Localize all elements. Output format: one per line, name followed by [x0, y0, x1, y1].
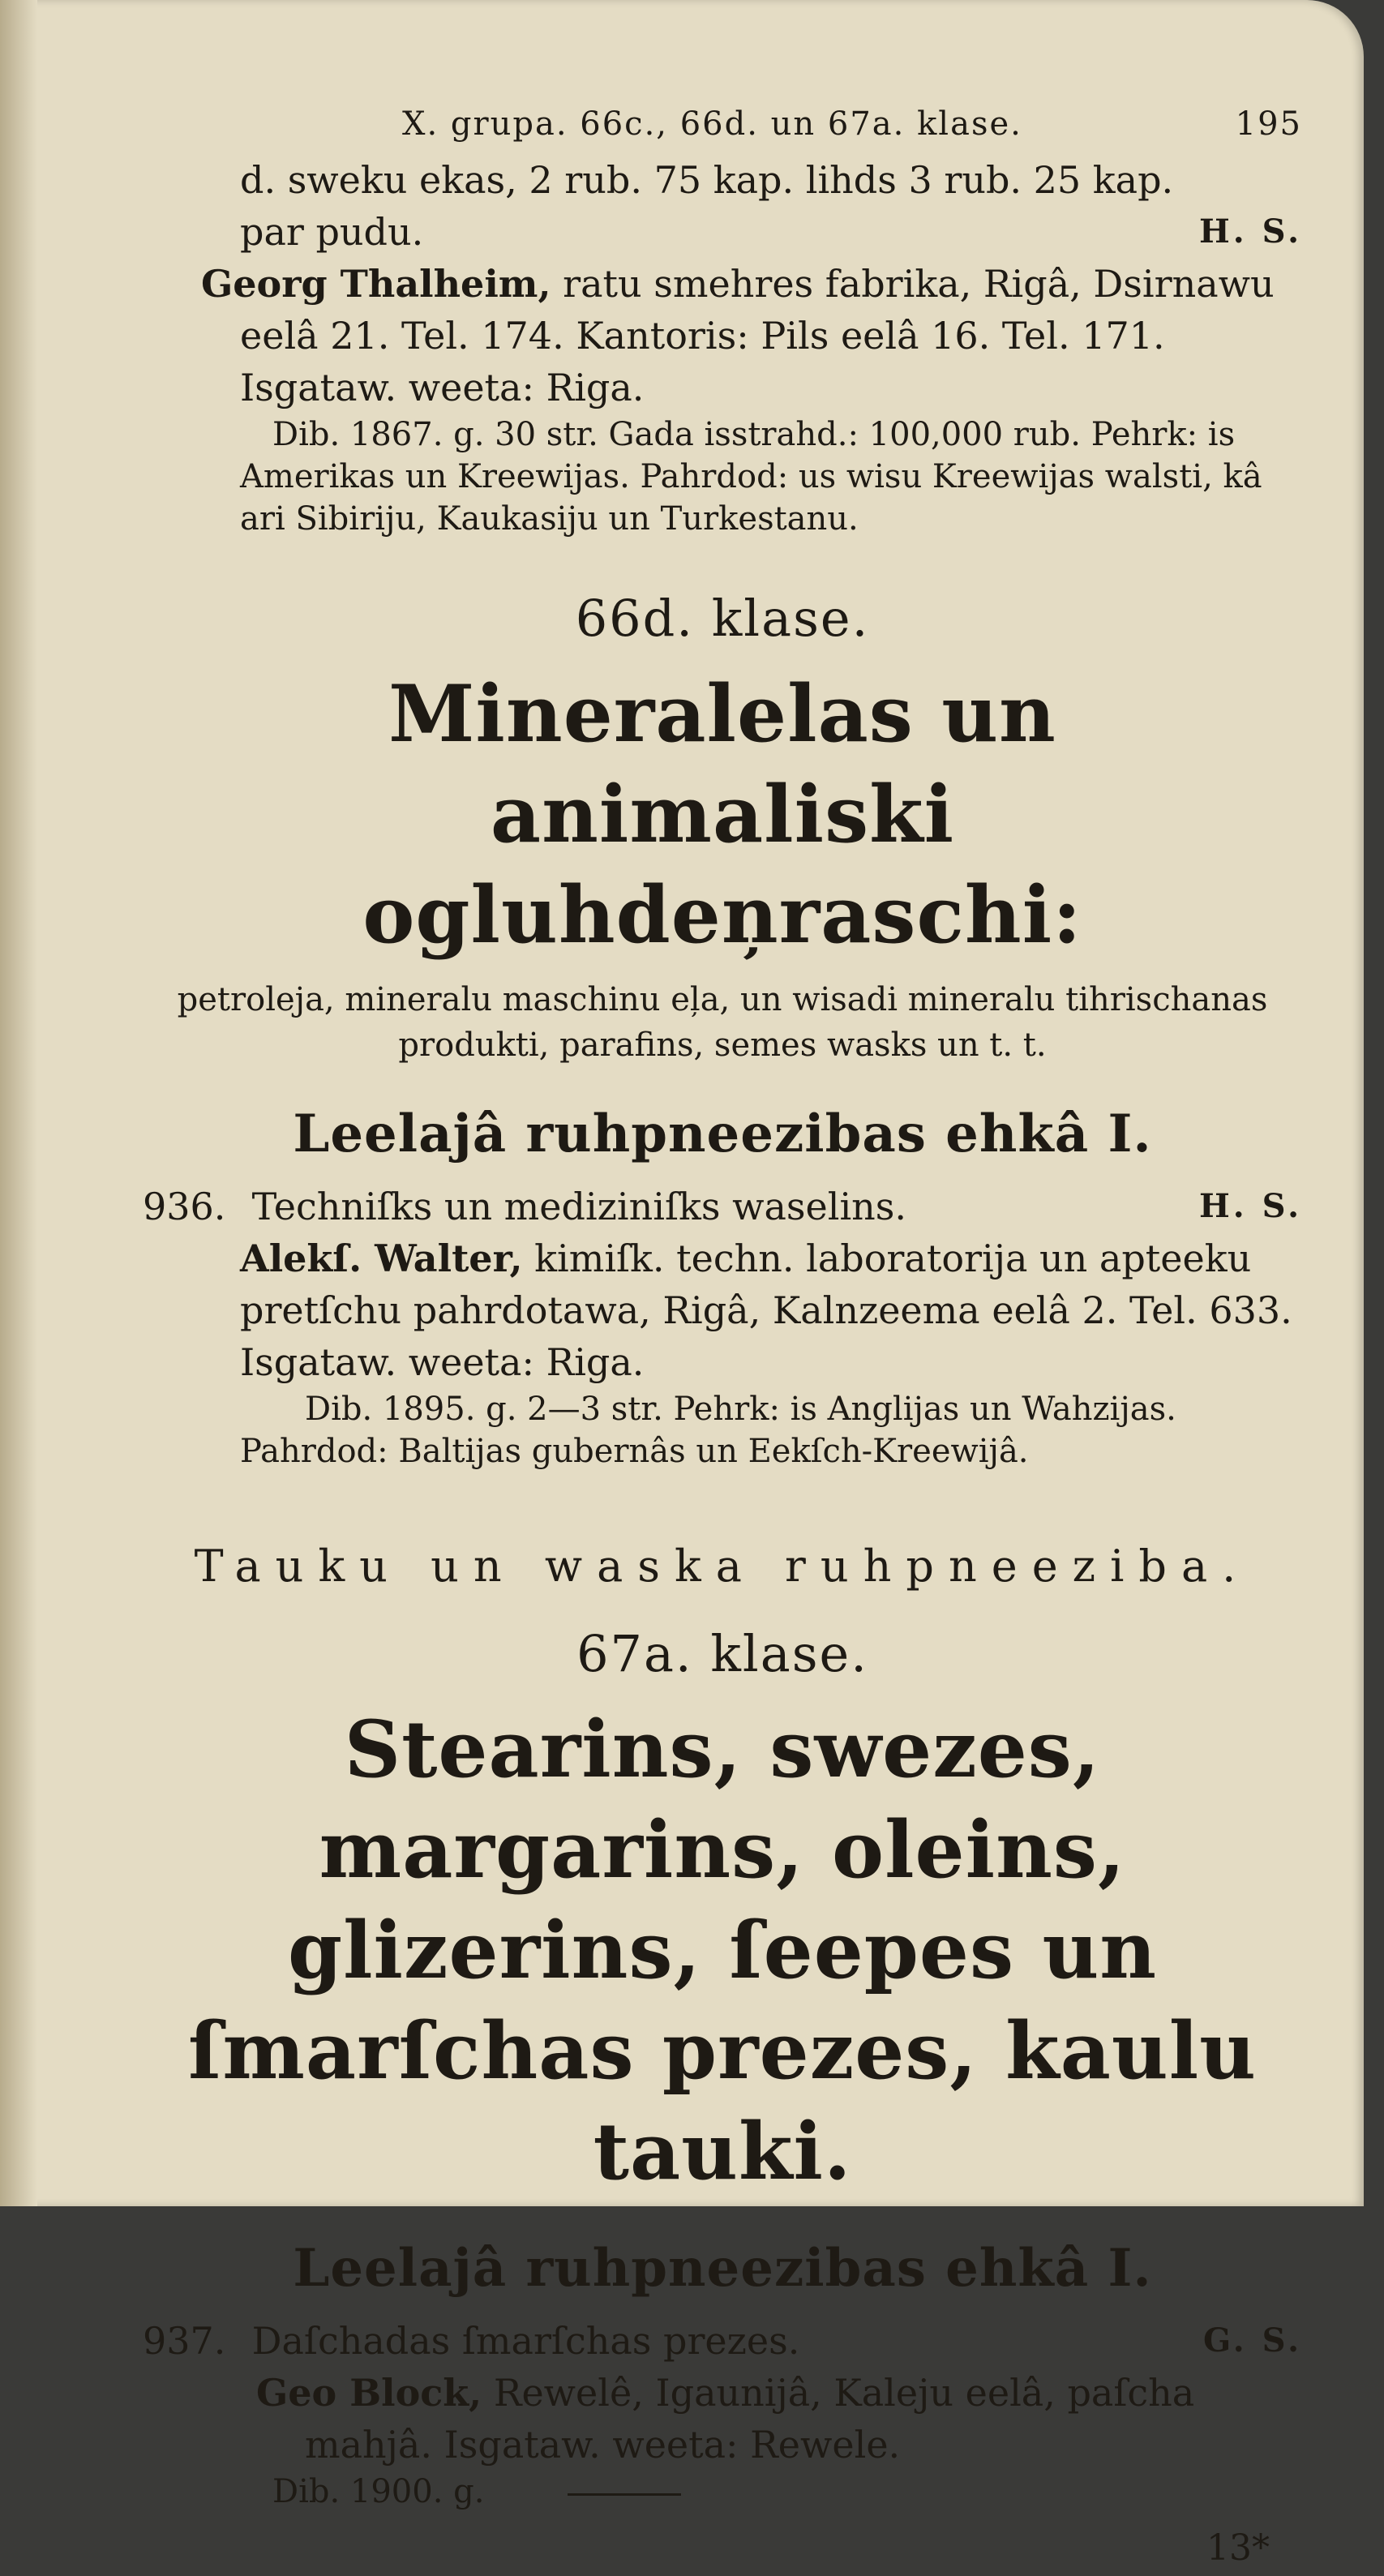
klase-66d-title: Mineralelas un animaliski ogluhdeņraschi: [362, 668, 1082, 961]
entry-text: ratu smehres fabrika, Rigâ, Dsirnawu eelâ 21. Tel. 174. Kantoris: Pils eelâ 16. Tel. 171. Isgataw. weeta: Riga. [240, 262, 1275, 409]
exhibitor-text: Rewelê, Igaunijâ, Kaleju eelâ, paſcha mahjâ. Isgataw. weeta: Rewele. [305, 2371, 1195, 2467]
signature-mark: 13* [1206, 2527, 1270, 2569]
continuation-line2 [143, 206, 1302, 258]
section-heading-67a: Leelajâ ruhpneezibas ehkâ I. [293, 2238, 1152, 2299]
klase-67a-label: 67a. klase. [576, 1624, 868, 1683]
entry-number: 936. [143, 1185, 226, 1228]
exhibitor-name: Alekſ. Walter, [240, 1237, 523, 1280]
exhibitor-text: kimiſk. techn. laboratorija un apteeku pretſchu pahrdotawa, Rigâ, Kalnzeema eelâ 2. Tel. 633. Isgataw. weeta: Riga. [240, 1237, 1292, 1384]
award-tag: H. S. [1198, 212, 1302, 251]
klase-66d-label: 66d. klase. [575, 589, 870, 648]
continuation-line1: d. sweku ekas, 2 rub. 75 kap. lihds 3 rub. 25 kap. [240, 158, 1174, 202]
group-heading: Tauku un waska ruhpneeziba. [194, 1541, 1251, 1592]
exhibitor-name: Geo Block, [256, 2371, 482, 2415]
klase-66d-subtitle: petroleja, mineralu maschinu eļa, un wisadi mineralu tihrischanas produkti, parafins, semes wasks un t. t. [177, 981, 1268, 1064]
entry-937-product [143, 2315, 1302, 2367]
entry-number: 937. [143, 2319, 226, 2363]
entry-937-details [143, 2471, 1302, 2513]
entry-name: Georg Thalheim, [201, 262, 551, 306]
entry-details: Dib. 1867. g. 30 str. Gada isstrahd.: 100,000 rub. Pehrk: is Amerikas un Kreewijas. Pahrdod: us wisu Kreewijas walsti, kâ ari Sibiriju, Kaukasiju un Turkestanu. [240, 416, 1262, 538]
entry-thalheim [143, 258, 1302, 414]
product-name: Daſchadas ſmarſchas prezes. [251, 2319, 800, 2363]
page-content [143, 97, 1302, 2576]
running-header [143, 97, 1302, 154]
entry-936-exhibitor [143, 1232, 1302, 1388]
entry-937-exhibitor [143, 2367, 1302, 2471]
book-binding [0, 0, 37, 2206]
product-name: Techniſks un mediziniſks waselins. [251, 1185, 907, 1228]
award-tag: G. S. [1203, 2321, 1302, 2360]
end-rule [568, 2493, 681, 2496]
section-heading-66d: Leelajâ ruhpneezibas ehkâ I. [293, 1104, 1152, 1164]
continuation-line2-text: par pudu. [240, 210, 424, 254]
entry-936-product [143, 1181, 1302, 1232]
founded-text: Dib. 1900. g. [272, 2473, 485, 2510]
running-title: X. grupa. 66c., 66d. un 67a. klase. [402, 105, 1022, 143]
entry-936-details: Dib. 1895. g. 2—3 str. Pehrk: is Anglijas un Wahzijas. Pahrdod: Baltijas gubernâs un Eekſch-Kreewijâ. [240, 1391, 1176, 1470]
page-footer [143, 2527, 1302, 2576]
page-number: 195 [1235, 105, 1302, 143]
award-tag: H. S. [1198, 1187, 1302, 1225]
klase-67a-title: Stearins, swezes, margarins, oleins, glizerins, ſeepes un ſmarſchas prezes, kaulu tauki. [188, 1704, 1257, 2197]
